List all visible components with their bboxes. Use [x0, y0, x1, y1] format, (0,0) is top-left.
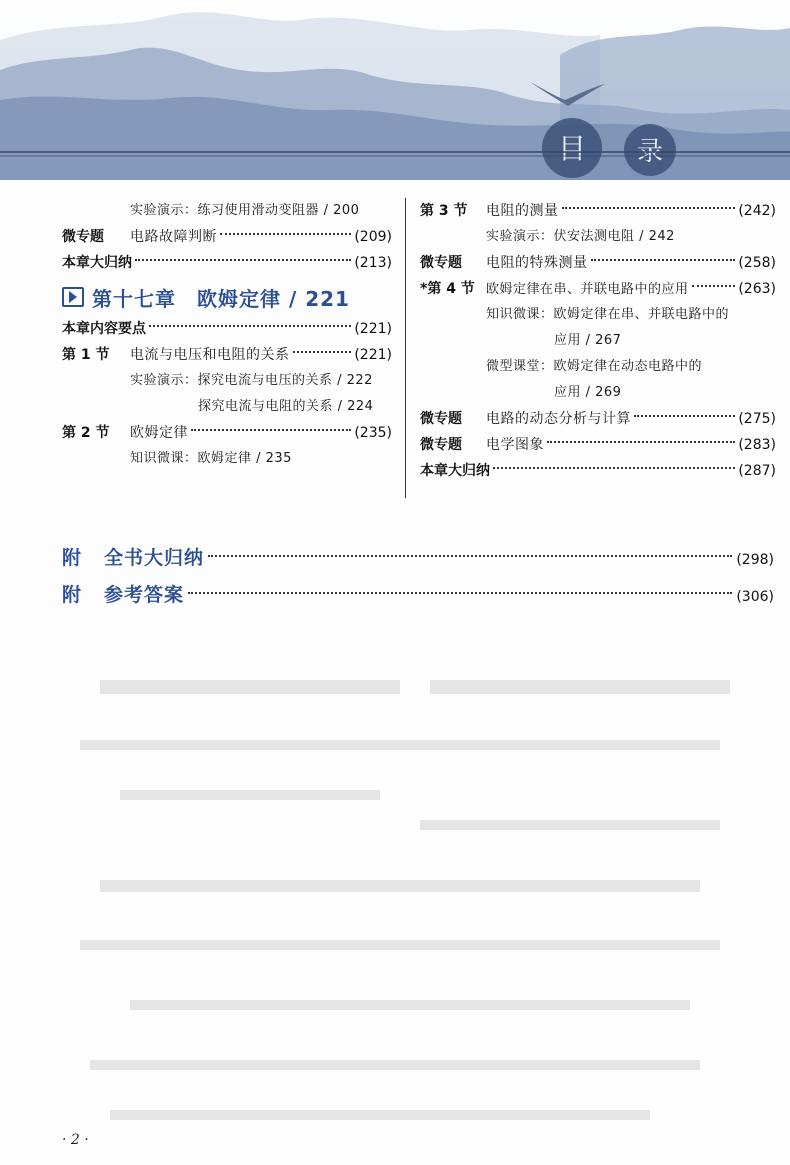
toc-page-number: (287): [738, 463, 776, 479]
svg-text:录: 录: [636, 137, 664, 167]
toc-page-number: (263): [738, 281, 776, 297]
toc-subentry[interactable]: 知识微课：欧姆定律在串、并联电路中的: [486, 307, 730, 322]
toc-entry[interactable]: [62, 420, 392, 446]
dot-leader: [293, 351, 352, 353]
dot-leader: [591, 259, 736, 261]
toc-page-number: (221): [354, 347, 392, 363]
toc-entry-label: 第 1 节: [62, 347, 110, 363]
toc-entry-title: 电阻的特殊测量: [486, 255, 588, 271]
header-banner: [0, 0, 790, 180]
toc-subentry[interactable]: 实验演示：探究电流与电压的关系 / 222: [130, 373, 373, 388]
toc-entry-title: 电流与电压和电阻的关系: [130, 347, 290, 363]
toc-entry-title: 电路故障判断: [130, 229, 217, 245]
dot-leader: [634, 415, 735, 417]
appendix-entry[interactable]: [62, 543, 774, 573]
appendix-entry[interactable]: [62, 580, 774, 610]
page-number-footer: · 2 ·: [62, 1132, 89, 1148]
toc-entry-label: 本章大归纳: [62, 255, 132, 271]
toc-entry[interactable]: [420, 406, 776, 432]
chevron-right-icon: [62, 287, 84, 307]
toc-entry[interactable]: [420, 432, 776, 458]
toc-subentry[interactable]: 探究电流与电阻的关系 / 224: [198, 399, 374, 414]
dot-leader: [692, 285, 736, 287]
toc-entry[interactable]: [62, 250, 392, 276]
toc-entry-title: 欧姆定律: [130, 425, 188, 441]
toc-page-number: (242): [738, 203, 776, 219]
appendix-mark: 附: [62, 584, 82, 606]
toc-page-number: (275): [738, 411, 776, 427]
dot-leader: [547, 441, 735, 443]
dot-leader: [208, 555, 732, 557]
toc-entry-title: 电路的动态分析与计算: [486, 411, 631, 427]
toc-page-number: (258): [738, 255, 776, 271]
toc-entry[interactable]: [420, 458, 776, 484]
toc-entry-label: 第 3 节: [420, 203, 468, 219]
mountain-landscape-image: [0, 0, 790, 180]
toc-entry[interactable]: [420, 276, 776, 302]
chapter-heading[interactable]: [62, 282, 392, 312]
toc-entry[interactable]: [62, 342, 392, 368]
appendix-title: 参考答案: [104, 584, 185, 606]
toc-entry-label: *第 4 节: [420, 281, 475, 297]
toc-subentry[interactable]: 实验演示：伏安法测电阻 / 242: [486, 229, 675, 244]
toc-subentry[interactable]: 知识微课：欧姆定律 / 235: [130, 451, 292, 466]
toc-entry-label: 本章内容要点: [62, 321, 146, 337]
svg-text:目: 目: [557, 132, 587, 165]
toc-subentry[interactable]: 实验演示：练习使用滑动变阻器 / 200: [130, 203, 360, 218]
toc-entry-label: 微专题: [62, 229, 104, 245]
dot-leader: [188, 592, 732, 594]
toc-subentry[interactable]: 微型课堂：欧姆定律在动态电路中的: [486, 359, 703, 374]
toc-page-number: (209): [354, 229, 392, 245]
chapter-title: 第十七章 欧姆定律 / 221: [92, 286, 350, 311]
toc-page-number: (221): [354, 321, 392, 337]
toc-page-number: (213): [354, 255, 392, 271]
toc-entry-title: 电阻的测量: [486, 203, 559, 219]
toc-entry-label: 本章大归纳: [420, 463, 490, 479]
toc-entry-label: 微专题: [420, 437, 462, 453]
toc-entry[interactable]: [62, 316, 392, 342]
toc-page-number: (235): [354, 425, 392, 441]
toc-entry[interactable]: [420, 198, 776, 224]
column-divider: [405, 198, 406, 498]
dot-leader: [149, 325, 351, 327]
toc-entry[interactable]: [62, 224, 392, 250]
toc-left-column: [62, 198, 392, 472]
toc-entry-title: 电学图象: [486, 437, 544, 453]
dot-leader: [191, 429, 351, 431]
toc-page-number: (283): [738, 437, 776, 453]
toc-entry-title: 欧姆定律在串、并联电路中的应用: [486, 282, 689, 297]
toc-subentry-continued[interactable]: 应用 / 267: [554, 333, 622, 348]
toc-entry-label: 微专题: [420, 255, 462, 271]
appendix-mark: 附: [62, 547, 82, 569]
dot-leader: [562, 207, 736, 209]
toc-entry-label: 第 2 节: [62, 425, 110, 441]
toc-page-number: (306): [736, 589, 774, 605]
toc-entry[interactable]: [420, 250, 776, 276]
toc-page-number: (298): [736, 552, 774, 568]
dot-leader: [220, 233, 351, 235]
appendix-title: 全书大归纳: [104, 547, 205, 569]
toc-subentry-continued[interactable]: 应用 / 269: [554, 385, 622, 400]
dot-leader: [493, 467, 735, 469]
toc-right-column: [420, 198, 776, 484]
dot-leader: [135, 259, 351, 261]
toc-entry-label: 微专题: [420, 411, 462, 427]
